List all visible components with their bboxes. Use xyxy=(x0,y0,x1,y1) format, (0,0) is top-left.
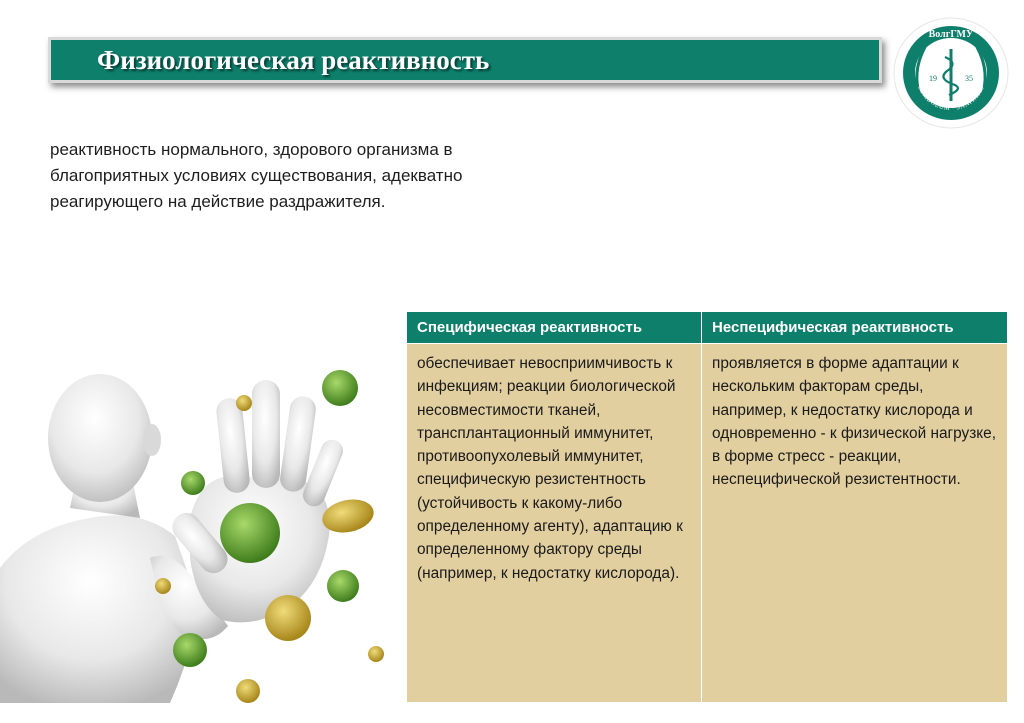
university-logo xyxy=(891,15,1011,131)
slide-title: Физиологическая реактивность xyxy=(97,45,490,75)
logo-year-left: 19 xyxy=(929,74,937,83)
microbe-yellow-mid xyxy=(265,595,311,641)
title-bar xyxy=(48,37,882,83)
header-nonspecific: Неспецифическая реактивность xyxy=(702,312,1008,344)
microbe-green-mid xyxy=(181,471,205,495)
microbe-green-large xyxy=(220,503,280,563)
intro-definition: реактивность нормального, здорового организма в благоприятных условиях существования, адекватно реагирующего на действие раздражителя. xyxy=(50,140,463,211)
logo-year-right: 35 xyxy=(965,74,973,83)
header-specific: Специфическая реактивность xyxy=(407,312,702,344)
human-hand-stop-with-microbes-icon xyxy=(0,358,400,703)
table-header-row xyxy=(407,312,1008,344)
microbe-green-bottom xyxy=(173,633,207,667)
logo-name-text: ВолгГМУ xyxy=(928,29,974,40)
cell-nonspecific: проявляется в форме адаптации к нескольким факторам среды, например, к недостатку кислорода и одновременно - к физической нагрузке, в форме стресс - реакции, неспецифической резистентности. xyxy=(702,344,1008,703)
head xyxy=(48,374,152,502)
microbe-yellow-small xyxy=(236,395,252,411)
finger-middle xyxy=(252,380,280,488)
microbe-green-spiky xyxy=(327,570,359,602)
logo-motto: SYMBOLUM · SANITATIS xyxy=(916,84,986,113)
table-row xyxy=(407,344,1008,703)
reactivity-table xyxy=(406,311,1008,703)
cell-specific: обеспечивает невосприимчивость к инфекциям; реакции биологической несовместимости тканей, трансплантационный иммунитет, противоопухолевый иммунитет, специфическую резистентность (устойчивость к какому-либо определенному агенту), адаптацию к определенному фактору среды (например, к недостатку кислорода). xyxy=(407,344,702,703)
ear xyxy=(143,424,161,456)
microbe-yellow-bottom xyxy=(236,679,260,703)
microbe-yellow-tiny xyxy=(155,578,171,594)
microbe-green-top xyxy=(322,370,358,406)
microbe-yellow-right xyxy=(368,646,384,662)
